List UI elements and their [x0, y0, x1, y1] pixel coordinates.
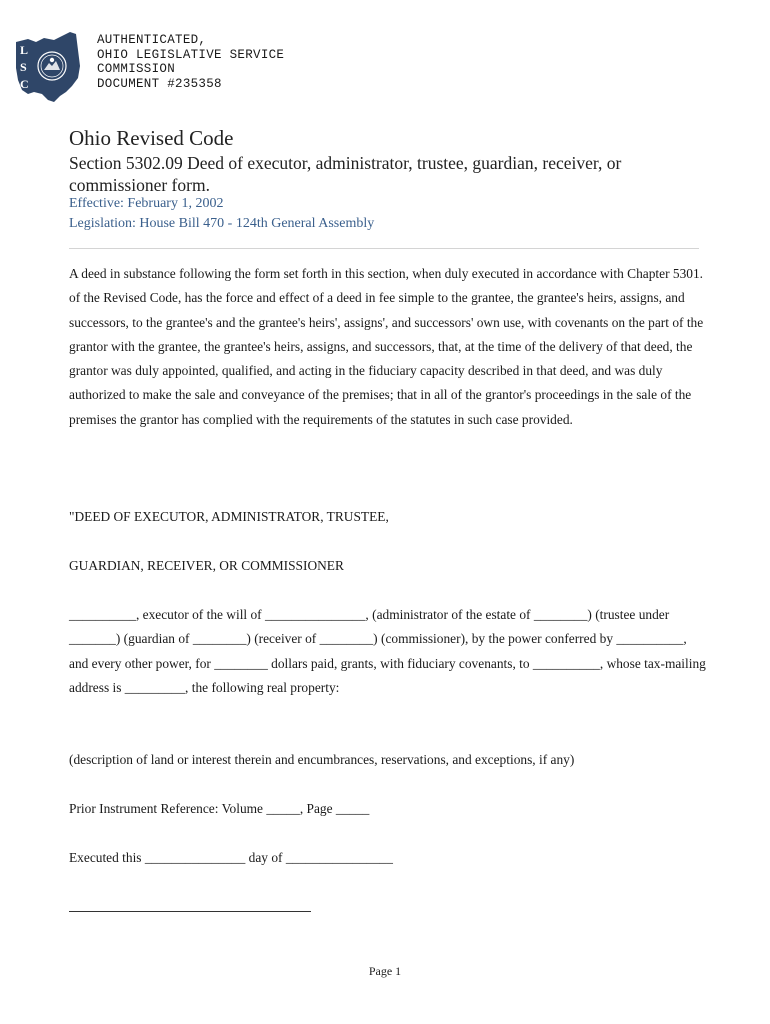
effective-date: Effective: February 1, 2002	[69, 196, 224, 211]
form-paragraph: __________, executor of the will of _______________, (administrator of the estate of ________) (trustee under _______) (guardian of ________) (receiver of ________) (commissioner), by the power conferred by __________, and every other power, for ________ dollars paid, grants, with fiduciary covenants, to __________, whose tax-mailing address is _________, the following real property:	[69, 607, 706, 695]
prior-instrument-reference: Prior Instrument Reference: Volume _____, Page _____	[69, 801, 370, 816]
logo-letter-c: C	[20, 77, 29, 91]
authentication-stamp	[97, 33, 284, 91]
description-paragraph: (description of land or interest therein and encumbrances, reservations, and exceptions, if any)	[69, 752, 575, 767]
legislation-info: Legislation: House Bill 470 - 124th General Assembly	[69, 216, 375, 231]
page-number: Page 1	[368, 964, 402, 978]
stamp-line: COMMISSION	[97, 62, 176, 76]
executed-line: Executed this _______________ day of ________________	[69, 850, 393, 865]
ohio-state-shape-icon	[14, 30, 94, 104]
section-title: Section 5302.09 Deed of executor, administrator, trustee, guardian, receiver, or commissioner form.	[69, 153, 622, 195]
stamp-line: OHIO LEGISLATIVE SERVICE	[97, 47, 285, 62]
logo-letter-l: L	[20, 43, 29, 57]
logo-letter-s: S	[20, 60, 27, 74]
code-title: Ohio Revised Code	[69, 126, 234, 150]
header-divider	[69, 248, 699, 249]
deed-heading-line-1: "DEED OF EXECUTOR, ADMINISTRATOR, TRUSTEE,	[69, 509, 389, 524]
lsc-ohio-logo	[14, 30, 94, 104]
stamp-line: DOCUMENT #235358	[97, 76, 222, 91]
signature-line	[69, 911, 311, 912]
deed-heading-line-2: GUARDIAN, RECEIVER, OR COMMISSIONER	[69, 558, 344, 573]
intro-paragraph: A deed in substance following the form set forth in this section, when duly executed in accordance with Chapter 5301. of the Revised Code, has the force and effect of a deed in fee simple to the grantee, the grantee's heirs, assigns, and successors, to the grantee's and the grantee's heirs', assigns', and successors' own use, with covenants on the part of the grantor with the grantee, the grantee's heirs, assigns, and successors, that, at the time of the delivery of that deed, the grantor was duly appointed, qualified, and acting in the fiduciary capacity described in that deed, and was duly authorized to make the sale and conveyance of the premises; that in all of the grantor's proceedings in the sale of the premises the grantor has complied with the requirements of the statutes in such case provided.	[69, 266, 704, 427]
stamp-line: AUTHENTICATED,	[97, 33, 207, 47]
